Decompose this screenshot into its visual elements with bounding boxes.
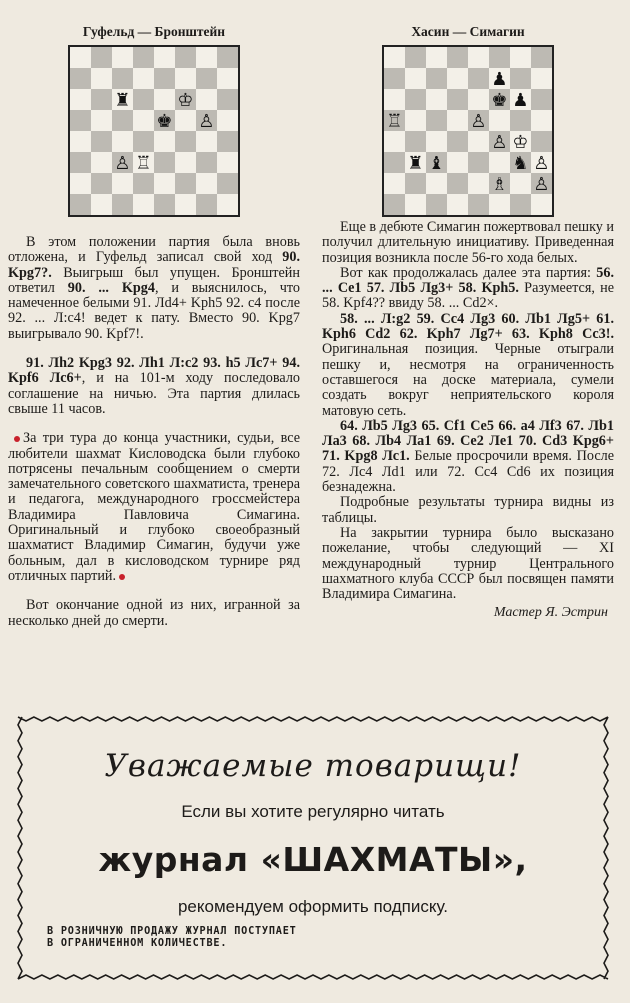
board-square [489, 47, 510, 68]
board-square [196, 68, 217, 89]
board-square [510, 173, 531, 194]
ad-line-1: Если вы хотите регулярно читать [181, 802, 445, 821]
board-square [447, 110, 468, 131]
text-span: Вот как продолжалась далее эта партия: [340, 264, 597, 281]
board-square [405, 110, 426, 131]
ad-line-3: рекомендуем оформить подписку. [177, 897, 449, 916]
board-square [489, 194, 510, 215]
board-square [196, 194, 217, 215]
board-square [384, 173, 405, 194]
board-square [217, 173, 238, 194]
board-square [133, 47, 154, 68]
left-paragraph-4: Вот окончание одной из них, игранной за несколько дней до смерти. [8, 597, 300, 629]
board-square [405, 173, 426, 194]
right-paragraph-1: Еще в дебюте Симагин пожертвовал пешку и получил длительную инициативу. Приведенная позиция возникла после 56-го хода белых. [322, 219, 615, 266]
board-square [196, 131, 217, 152]
move-span: 91. Лh2 Kpg3 92. Лh1 Л:c2 93. h5 Лc7+ 94. Kpf6 Лc6+ [8, 355, 300, 387]
left-game-title: Гуфельд — Бронштейн [82, 24, 226, 39]
chess-piece-white: ♗ [491, 174, 508, 196]
board-square [112, 131, 133, 152]
board-square [70, 152, 91, 173]
text-span: В этом положении партия была вновь отложена, и Гуфельд записал свой ход [8, 234, 300, 266]
chess-piece-white: ♙ [470, 111, 487, 133]
board-square [133, 131, 154, 152]
chess-piece-black: ♜ [114, 90, 131, 112]
board-square [112, 68, 133, 89]
move-span: 64. Лb5 Лg3 65. Cf1 Ce5 66. a4 Лf3 67. Лb1 Лa3 68. Лb4 Лa1 69. Ce2 Лe1 70. Cd3 Kpg6+ 71. Kpg8 Лc1. [322, 417, 614, 465]
right-column [322, 0, 614, 621]
board-square [154, 194, 175, 215]
chess-piece-black: ♝ [428, 153, 445, 175]
ad-footnote-line: В РОЗНИЧНУЮ ПРОДАЖУ ЖУРНАЛ ПОСТУПАЕТ [47, 926, 297, 937]
board-square [217, 152, 238, 173]
chess-piece-white: ♙ [198, 111, 215, 133]
board-square [510, 68, 531, 89]
board-square [175, 131, 196, 152]
board-square [426, 131, 447, 152]
left-paragraph-1 [8, 235, 300, 342]
ad-footnote [47, 926, 567, 950]
board-square [196, 89, 217, 110]
board-square [217, 68, 238, 89]
board-square [531, 68, 552, 89]
board-square [426, 47, 447, 68]
board-square [531, 194, 552, 215]
right-paragraph-6: На закрытии турнира было высказано пожелание, чтобы следующий — XI международный турнир Центрального шахматного клуба СССР был посвящен памяти Владимира Симагина. [322, 524, 614, 603]
board-square [196, 173, 217, 194]
board-square [447, 131, 468, 152]
board-square [112, 194, 133, 215]
ad-magazine-name: журнал «ШАХМАТЫ», [98, 840, 528, 879]
board-square [70, 68, 91, 89]
board-square [384, 47, 405, 68]
bullet-dot [119, 574, 125, 580]
board-square [91, 173, 112, 194]
board-square [384, 194, 405, 215]
board-square [405, 131, 426, 152]
board-square [489, 110, 510, 131]
board-square [217, 89, 238, 110]
board-square [468, 68, 489, 89]
board-square [426, 110, 447, 131]
move-span: 58. ... Л:g2 59. Cc4 Лg3 60. Лb1 Лg5+ 61. Kph6 Cd2 62. Kph7 Лg7+ 63. Kph8 Cc3!. [322, 310, 614, 343]
board-square [384, 152, 405, 173]
board-square [70, 47, 91, 68]
right-paragraph-2 [322, 266, 614, 312]
board-square [133, 68, 154, 89]
board-square [154, 173, 175, 194]
board-square [510, 194, 531, 215]
board-square [175, 173, 196, 194]
board-square [468, 47, 489, 68]
ad-heading: Уважаемые товарищи! [104, 748, 522, 784]
board-square [217, 47, 238, 68]
text-span: Выигрыш был упущен. Бронштейн ответил [8, 264, 300, 296]
left-paragraph-2 [8, 356, 300, 417]
board-square [70, 194, 91, 215]
text-span: За три тура до конца участники, судьи, все любители шахмат Кисловодска были глубоко потрясены печальным сообщением о смерти замечательного советского шахматиста, тренера и педагога, международного гроссмейстера Владимира Павловича Симагина. Оригинальный и глубоко своеобразный шахматист Владимир Симагин, будучи уже больным, дал в кисловодском турнире ряд отличных партий. [8, 430, 300, 584]
board-square [154, 152, 175, 173]
right-paragraph-3 [322, 312, 614, 419]
chess-piece-white: ♖ [386, 111, 403, 133]
board-square [133, 194, 154, 215]
chess-piece-white: ♔ [177, 90, 194, 112]
board-square [91, 68, 112, 89]
board-square [384, 68, 405, 89]
board-square [133, 110, 154, 131]
board-square [447, 89, 468, 110]
left-paragraph-3 [8, 431, 300, 584]
chess-piece-black: ♜ [407, 153, 424, 175]
board-square [384, 89, 405, 110]
board-square [217, 110, 238, 131]
chess-piece-white: ♙ [114, 153, 131, 175]
board-square [70, 89, 91, 110]
text-span: , и на 101-м ходу последовало соглашение на ничью. Эта партия длилась свыше 11 часов. [8, 370, 300, 417]
chess-piece-black: ♚ [156, 111, 173, 133]
board-square [426, 68, 447, 89]
right-paragraph-5: Подробные результаты турнира видны из таблицы. [322, 494, 614, 526]
move-span: 90. Kpg7?. [8, 249, 300, 281]
chess-piece-black: ♟ [512, 90, 529, 112]
board-square [468, 194, 489, 215]
board-square [70, 173, 91, 194]
board-square [510, 47, 531, 68]
board-square [175, 47, 196, 68]
subscription-advertisement [13, 712, 613, 984]
move-span: 56. ... Ce1 57. Лb5 Лg3+ 58. Kph5. [322, 264, 614, 297]
chess-piece-white: ♙ [533, 174, 550, 196]
board-square [405, 194, 426, 215]
text-span: , и выяснилось, что намеченное белыми 91. Лd4+ Kph5 92. c4 после 92. ... Л:c4! ведет к пату. Вместо 90. Kpg7 выигрывало 90. Kpf7!. [8, 279, 300, 342]
board-square [489, 152, 510, 173]
text-span: Оригинальная позиция. Черные отыграли пешку и, несмотря на ограниченность оставшегося на доске материала, сумели создать вокруг неприятельского короля матовую сеть. [322, 341, 614, 419]
board-square [112, 47, 133, 68]
board-square [468, 89, 489, 110]
author-signature: Мастер Я. Эстрин [493, 605, 608, 621]
board-square [426, 173, 447, 194]
board-square [447, 152, 468, 173]
left-column [8, 0, 300, 629]
board-square [133, 89, 154, 110]
board-square [531, 131, 552, 152]
board-square [426, 194, 447, 215]
board-square [468, 173, 489, 194]
board-square [154, 47, 175, 68]
left-chess-diagram [68, 45, 240, 217]
board-square [91, 47, 112, 68]
board-square [112, 173, 133, 194]
right-chess-diagram [382, 45, 554, 217]
board-square [91, 152, 112, 173]
board-square [531, 47, 552, 68]
right-game-title: Хасин — Симагин [411, 24, 525, 39]
board-square [510, 110, 531, 131]
board-square [447, 68, 468, 89]
chess-piece-black: ♚ [491, 90, 508, 112]
board-square [175, 68, 196, 89]
text-span: Белые просрочили время. После 72. Лc4 Лd1 или 72. Cc4 Cd6 их позиция безнадежна. [322, 448, 614, 496]
board-square [70, 131, 91, 152]
board-square [91, 194, 112, 215]
board-square [196, 152, 217, 173]
board-square [217, 194, 238, 215]
board-square [175, 110, 196, 131]
chess-piece-white: ♙ [533, 153, 550, 175]
board-square [91, 89, 112, 110]
chess-piece-white: ♙ [491, 132, 508, 154]
board-square [468, 152, 489, 173]
board-square [133, 173, 154, 194]
bullet-dot [14, 436, 20, 442]
board-square [405, 47, 426, 68]
board-square [154, 131, 175, 152]
board-square [112, 110, 133, 131]
board-square [196, 47, 217, 68]
board-square [70, 110, 91, 131]
board-square [154, 68, 175, 89]
board-square [468, 131, 489, 152]
board-square [405, 89, 426, 110]
move-span: 90. ... Kpg4 [67, 279, 155, 296]
board-square [91, 110, 112, 131]
board-square [447, 173, 468, 194]
board-square [175, 152, 196, 173]
board-square [91, 131, 112, 152]
text-span: Разумеется, не 58. Kpf4?? ввиду 58. ... Cd2×. [322, 280, 615, 312]
chess-piece-black: ♞ [512, 153, 529, 175]
board-square [447, 194, 468, 215]
board-square [447, 47, 468, 68]
board-square [531, 89, 552, 110]
board-square [531, 110, 552, 131]
ad-footnote-line: В ОГРАНИЧЕННОМ КОЛИЧЕСТВЕ. [47, 938, 228, 949]
board-square [384, 131, 405, 152]
board-square [175, 194, 196, 215]
board-square [405, 68, 426, 89]
board-square [426, 89, 447, 110]
board-square [217, 131, 238, 152]
chess-piece-black: ♟ [491, 69, 508, 91]
chess-piece-white: ♖ [135, 153, 152, 175]
right-paragraph-4 [322, 419, 614, 495]
board-square [154, 89, 175, 110]
chess-piece-white: ♔ [512, 132, 529, 154]
